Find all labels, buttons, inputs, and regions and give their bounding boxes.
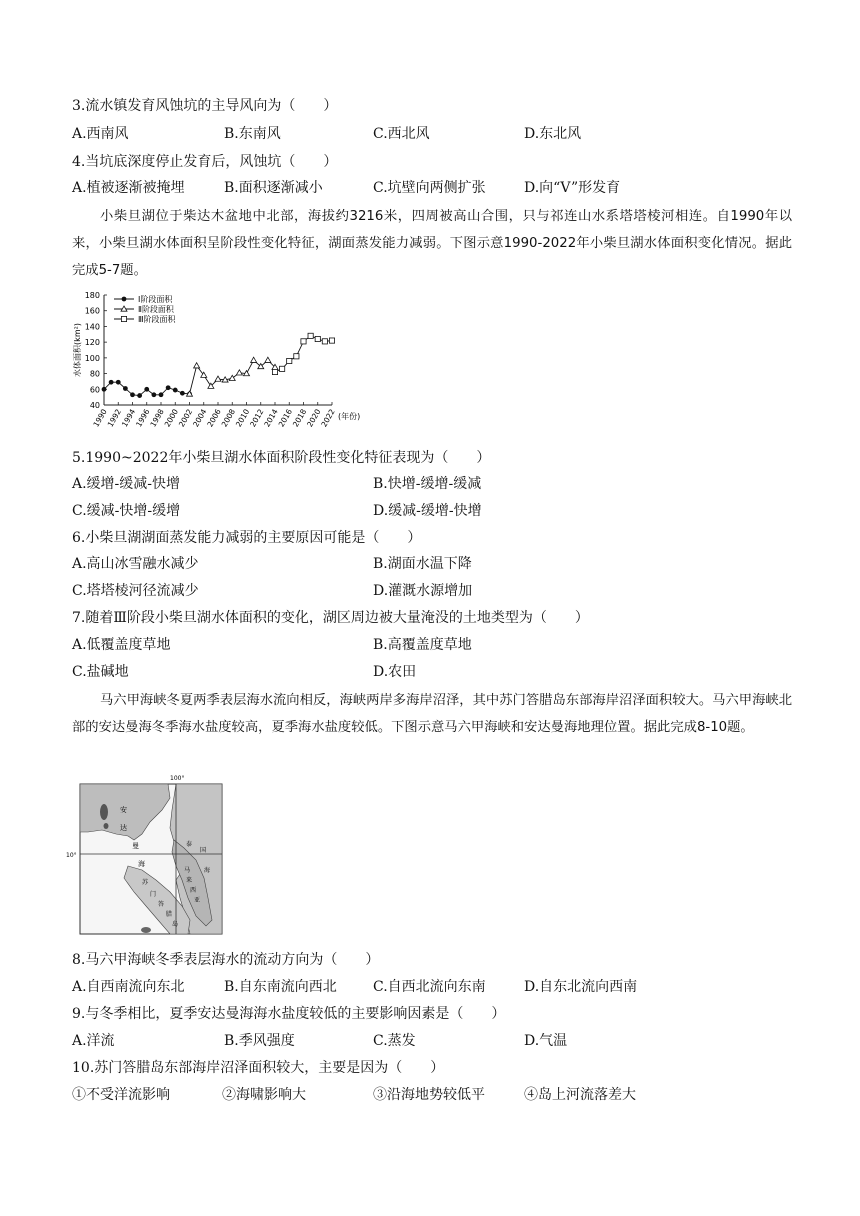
data-point-series-3 (294, 354, 299, 359)
q4-option-b: B.面积逐渐减小 (224, 180, 323, 196)
y-tick-label: 80 (89, 369, 100, 379)
map-label: 来 (186, 877, 193, 884)
map-label: 西 (190, 887, 197, 894)
q10-option-1: ①不受洋流影响 (72, 1087, 170, 1103)
data-point-series-3 (308, 333, 313, 338)
q8-option-a: A.自西南流向东北 (72, 979, 185, 995)
x-tick-label: 1990 (91, 407, 109, 429)
q9-option-d: D.气温 (524, 1033, 568, 1049)
x-tick-label: 2022 (319, 407, 337, 429)
data-point-series-1 (102, 387, 107, 392)
y-axis-label: 水体面积(km²) (73, 323, 82, 377)
y-tick-label: 120 (84, 338, 100, 348)
y-tick-label: 40 (89, 401, 100, 410)
map-lon-label: 100° (170, 775, 185, 782)
map-label: 亚 (194, 897, 201, 904)
data-point-series-1 (144, 387, 149, 392)
q6-option-a: A.高山冰雪融水减少 (72, 556, 199, 572)
q10-option-3: ③沿海地势较低平 (373, 1087, 485, 1103)
q3-option-d: D.东北风 (524, 126, 582, 142)
data-point-series-2 (236, 370, 242, 375)
data-point-series-1 (130, 392, 135, 397)
question-10-stem: 10.苏门答腊岛东部海岸沼泽面积较大，主要是因为（ ） (72, 1060, 445, 1076)
map-label: 达 (120, 824, 127, 832)
lake-area-chart-svg (70, 287, 370, 435)
y-tick-label: 60 (89, 385, 100, 395)
q7-option-d: D.农田 (373, 664, 417, 680)
q3-option-a: A.西南风 (72, 126, 129, 142)
q4-option-d: D.向“V”形发育 (524, 180, 621, 196)
x-tick-label: 2018 (290, 407, 309, 429)
q5-option-b: B.快增-缓增-缓减 (373, 476, 482, 492)
y-tick-label: 180 (84, 291, 100, 300)
q10-option-4: ④岛上河流落差大 (524, 1087, 636, 1103)
legend-label-1: Ⅰ阶段面积 (138, 295, 173, 304)
malacca-strait-map (58, 748, 228, 938)
x-tick-label: 2016 (276, 407, 294, 429)
question-9-stem: 9.与冬季相比，夏季安达曼海海水盐度较低的主要影响因素是（ ） (72, 1006, 506, 1022)
legend-marker-3 (121, 316, 126, 321)
data-point-series-1 (123, 386, 128, 391)
x-tick-label: 1994 (119, 407, 138, 429)
question-7-stem: 7.随着Ⅲ阶段小柴旦湖水体面积的变化，湖区周边被大量淹没的土地类型为（ ） (72, 610, 589, 626)
x-tick-label: 1992 (105, 407, 123, 429)
data-point-series-3 (329, 338, 334, 343)
map-label: 海 (204, 867, 211, 874)
data-point-series-3 (301, 339, 306, 344)
x-tick-label: 2010 (233, 407, 252, 429)
x-tick-label: 2004 (191, 407, 209, 429)
y-tick-label: 160 (84, 306, 100, 316)
q5-option-a: A.缓增-缓减-快增 (72, 476, 181, 492)
x-tick-label: 2000 (162, 407, 180, 429)
q6-option-d: D.灌溉水源增加 (373, 583, 473, 599)
map-label: 国 (200, 847, 207, 854)
q7-option-c: C.盐碱地 (72, 664, 129, 680)
q8-option-c: C.自西北流向东南 (373, 979, 486, 995)
q8-option-b: B.自东南流向西北 (224, 979, 337, 995)
x-tick-label: 1998 (148, 407, 166, 429)
map-label: 苏 (142, 879, 149, 886)
question-8-stem: 8.马六甲海峡冬季表层海水的流动方向为（ ） (72, 952, 380, 968)
x-tick-label: 2012 (248, 407, 266, 429)
data-point-series-2 (265, 357, 271, 362)
data-point-series-3 (322, 339, 327, 344)
q3-option-b: B.东南风 (224, 126, 281, 142)
map-label: 答 (158, 901, 165, 908)
legend-label-3: Ⅲ阶段面积 (138, 315, 176, 324)
q5-option-c: C.缓减-快增-缓增 (72, 503, 181, 519)
data-point-series-2 (251, 357, 257, 362)
lake-area-chart (70, 287, 370, 435)
y-tick-label: 140 (84, 322, 100, 332)
data-point-series-3 (315, 336, 320, 341)
question-4-stem: 4.当坑底深度停止发育后，风蚀坑（ ） (72, 154, 338, 170)
map-label: 门 (150, 891, 157, 898)
question-3-stem: 3.流水镇发育风蚀坑的主导风向为（ ） (72, 98, 338, 114)
x-tick-label: 2002 (176, 407, 195, 429)
map-label: 海 (138, 860, 145, 868)
data-point-series-1 (137, 393, 142, 398)
passage-strait: 马六甲海峡冬夏两季表层海水流向相反，海峡两岸多海岸沼泽，其中苏门答腊岛东部海岸沼泽面积较大。马六甲海峡北部的安达曼海冬季海水盐度较高，夏季海水盐度较低。下图示意马六甲海峡和安达曼海地理位置。据此完成8-10题。 (72, 693, 792, 735)
q4-option-c: C.坑壁向两侧扩张 (373, 180, 486, 196)
map-label: 安 (120, 806, 127, 814)
data-point-series-1 (116, 380, 121, 385)
data-point-series-1 (180, 391, 185, 396)
q3-option-c: C.西北风 (373, 126, 430, 142)
map-svg (58, 748, 228, 938)
passage-lake: 小柴旦湖位于柴达木盆地中北部，海拔约3216米，四周被高山合围，只与祁连山水系塔塔棱河相连。自1990年以来，小柴旦湖水体面积呈阶段性变化特征，湖面蒸发能力减弱。下图示意1990-2022年小柴旦湖水体面积变化情况。据此完成5-7题。 (72, 209, 792, 278)
q10-option-2: ②海啸影响大 (222, 1087, 306, 1103)
map-label: 腊 (166, 911, 173, 918)
data-point-series-1 (151, 392, 156, 397)
q4-option-a: A.植被逐渐被掩埋 (72, 180, 185, 196)
x-axis-label: (年份) (338, 412, 361, 421)
x-tick-label: 1996 (134, 407, 152, 429)
data-point-series-3 (272, 369, 277, 374)
q6-option-b: B.湖面水温下降 (373, 556, 472, 572)
q8-option-d: D.自东北流向西南 (524, 979, 638, 995)
q9-option-b: B.季风强度 (224, 1033, 295, 1049)
q9-option-c: C.蒸发 (373, 1033, 416, 1049)
map-label: 泰 (186, 841, 193, 848)
x-tick-label: 2006 (205, 407, 223, 429)
question-5-stem: 5.1990~2022年小柴旦湖水体面积阶段性变化特征表现为（ ） (72, 450, 491, 466)
q7-option-b: B.高覆盖度草地 (373, 637, 472, 653)
q7-option-a: A.低覆盖度草地 (72, 637, 171, 653)
q6-option-c: C.塔塔棱河径流减少 (72, 583, 199, 599)
y-tick-label: 100 (84, 353, 100, 363)
q5-option-d: D.缓减-缓增-快增 (373, 503, 482, 519)
legend-label-2: Ⅱ阶段面积 (138, 305, 174, 314)
data-point-series-1 (159, 392, 164, 397)
map-lat-label: 10° (66, 852, 77, 859)
question-6-stem: 6.小柴旦湖湖面蒸发能力减弱的主要原因可能是（ ） (72, 530, 422, 546)
x-tick-label: 2014 (262, 407, 280, 429)
map-label: 岛 (172, 921, 179, 928)
legend-marker-1 (122, 297, 127, 302)
data-point-series-3 (280, 366, 285, 371)
data-point-series-2 (215, 376, 221, 381)
map-label: 曼 (132, 842, 139, 850)
x-tick-label: 2008 (219, 407, 237, 429)
data-point-series-1 (173, 388, 178, 393)
x-tick-label: 2020 (305, 407, 323, 429)
data-point-series-2 (229, 375, 235, 380)
data-point-series-3 (287, 358, 292, 363)
data-point-series-2 (194, 363, 200, 368)
map-label: 马 (184, 867, 191, 874)
data-point-series-1 (166, 385, 171, 390)
data-point-series-1 (109, 380, 114, 385)
q9-option-a: A.洋流 (72, 1033, 115, 1049)
